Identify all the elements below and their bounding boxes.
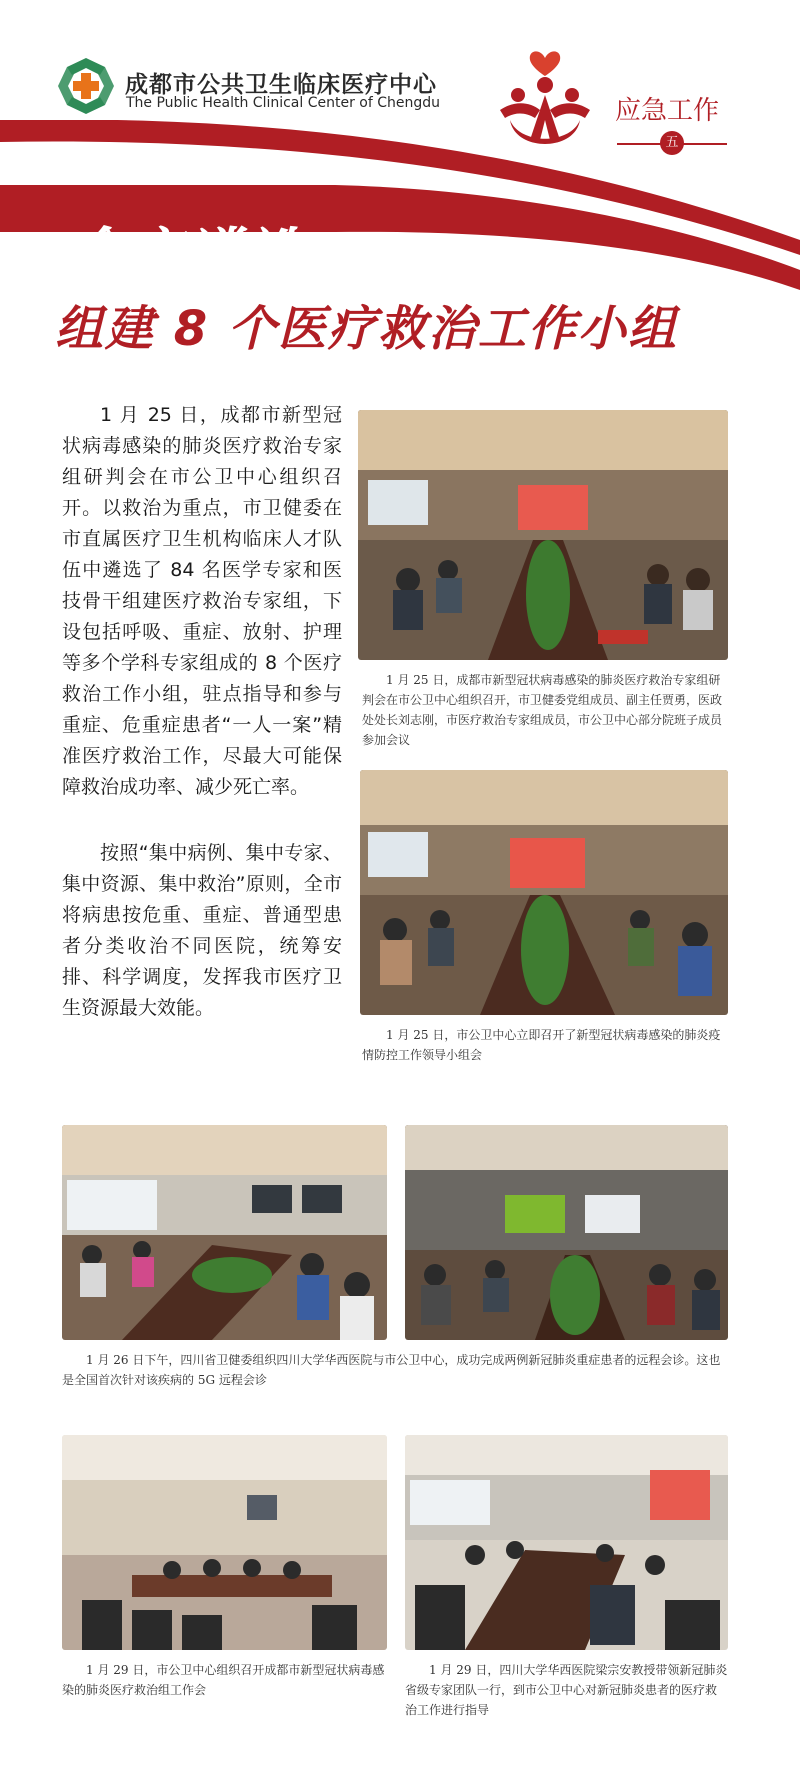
photo-meeting-expert-group (358, 410, 728, 660)
org-name-cn: 成都市公共卫生临床医疗中心 (125, 72, 437, 98)
photo-treatment-group-meeting (62, 1435, 387, 1650)
org-name-en: The Public Health Clinical Center of Chengdu (126, 95, 441, 111)
hospital-cross-logo (55, 55, 117, 117)
caption-photos-3-4: 1 月 26 日下午，四川省卫健委组织四川大学华西医院与市公卫中心，成功完成两例新冠肺炎重症患者的远程会诊。这也是全国首次针对该疾病的 5G 远程会诊 (62, 1353, 721, 1387)
caption-photo-5: 1 月 29 日，市公卫中心组织召开成都市新型冠状病毒感染的肺炎医疗救治组工作会 (62, 1663, 385, 1697)
headline-line2: 组建 8 个医疗救治工作小组 (55, 301, 678, 357)
photo-remote-consultation-1 (62, 1125, 387, 1340)
photo-meeting-leadership-group (360, 770, 728, 1015)
photo-west-china-expert-visit (405, 1435, 728, 1650)
caption-photo-2: 1 月 25 日，市公卫中心立即召开了新型冠状病毒感染的肺炎疫情防控工作领导小组会 (362, 1028, 721, 1062)
series-label: 应急工作 (615, 96, 720, 126)
headline-line1: 全市遴选 (65, 221, 306, 289)
caption-photo-1: 1 月 25 日，成都市新型冠状病毒感染的肺炎医疗救治专家组研判会在市公卫中心组织召开，市卫健委党组成员、副主任贾勇，医政处处长刘志刚，市医疗救治专家组成员，市公卫中心部分院班子成员参加会议 (362, 673, 723, 747)
caption-photo-6: 1 月 29 日，四川大学华西医院梁宗安教授带领新冠肺炎省级专家团队一行，到市公卫中心对新冠肺炎患者的医疗救治工作进行指导 (405, 1663, 728, 1717)
body-paragraph-2: 按照“集中病例、集中专家、集中资源、集中救治”原则，全市将病患按危重、重症、普通型患者分类收治不同医院，统筹安排、科学调度，发挥我市医疗卫生资源最大效能。 (62, 842, 342, 1019)
body-paragraph-1: 1 月 25 日，成都市新型冠状病毒感染的肺炎医疗救治专家组研判会在市公卫中心组织召开。以救治为重点，市卫健委在市直属医疗卫生机构临床人才队伍中遴选了 84 名医学专家和医技骨干组建医疗救治专家组，下设包括呼吸、重症、放射、护理等多个学科专家组成的 8 个医疗救治工作小组，驻点指导和参与重症、危重症患者“一人一案”精准医疗救治工作，尽最大可能保障救治成功率、减少死亡率。 (62, 404, 342, 798)
photo-remote-consultation-2 (405, 1125, 728, 1340)
series-number: 五 (660, 131, 684, 155)
